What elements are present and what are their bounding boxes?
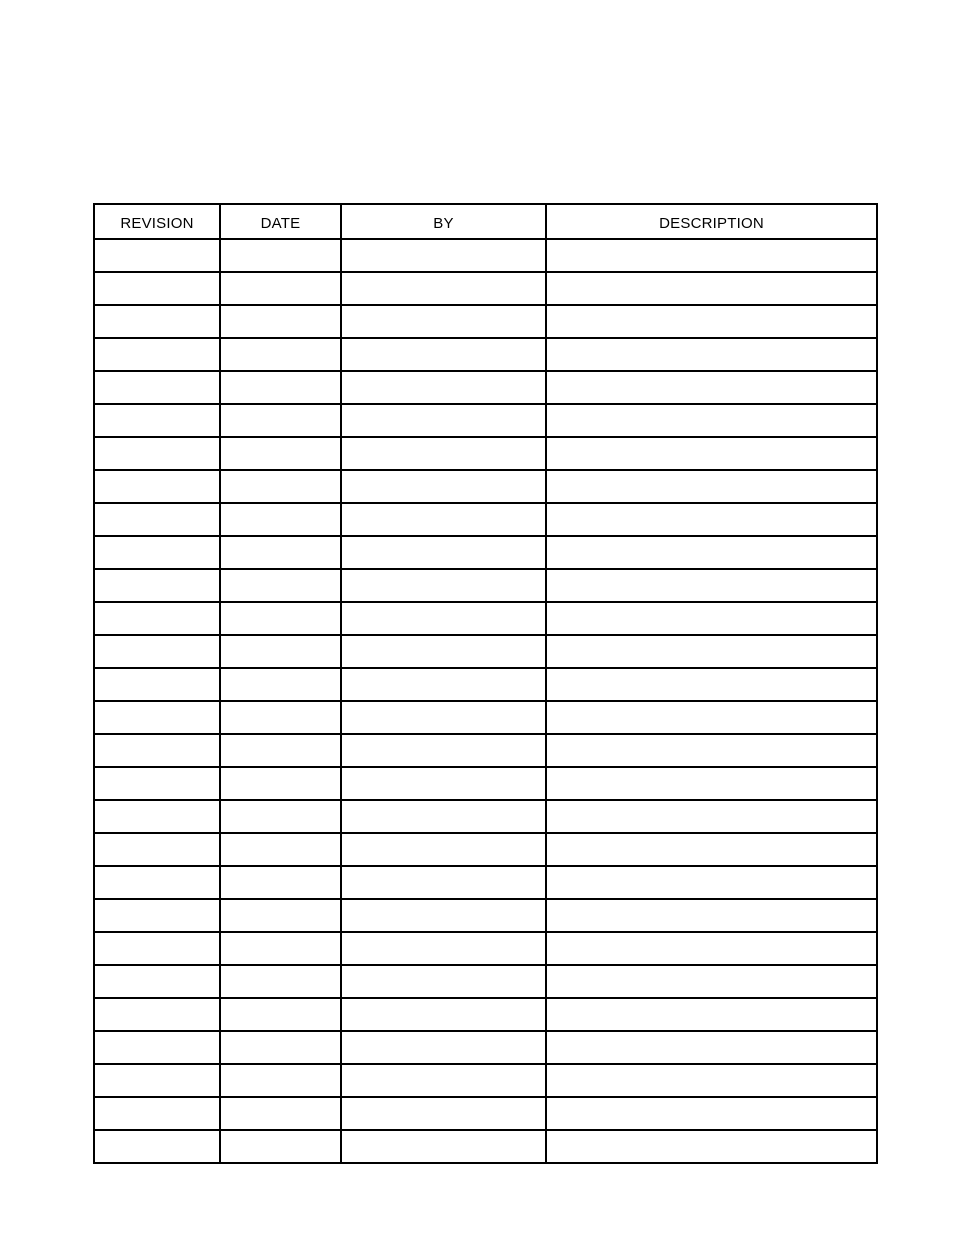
cell-description (546, 866, 877, 899)
cell-revision (94, 965, 220, 998)
column-header-date: DATE (220, 204, 341, 239)
cell-by (341, 866, 546, 899)
column-header-by: BY (341, 204, 546, 239)
cell-revision (94, 239, 220, 272)
cell-date (220, 371, 341, 404)
cell-description (546, 734, 877, 767)
cell-description (546, 305, 877, 338)
cell-by (341, 899, 546, 932)
cell-date (220, 767, 341, 800)
cell-by (341, 272, 546, 305)
cell-by (341, 239, 546, 272)
cell-by (341, 437, 546, 470)
table-row (94, 734, 877, 767)
cell-revision (94, 1097, 220, 1130)
cell-revision (94, 1064, 220, 1097)
cell-date (220, 1130, 341, 1163)
table-row (94, 1130, 877, 1163)
cell-revision (94, 635, 220, 668)
cell-revision (94, 998, 220, 1031)
table-row (94, 833, 877, 866)
cell-description (546, 470, 877, 503)
cell-date (220, 1097, 341, 1130)
cell-by (341, 1064, 546, 1097)
cell-by (341, 470, 546, 503)
cell-revision (94, 701, 220, 734)
cell-description (546, 602, 877, 635)
cell-revision (94, 536, 220, 569)
cell-by (341, 305, 546, 338)
cell-by (341, 635, 546, 668)
cell-description (546, 800, 877, 833)
cell-revision (94, 1130, 220, 1163)
table-row (94, 998, 877, 1031)
revision-table (93, 203, 878, 1164)
cell-date (220, 503, 341, 536)
table-row (94, 668, 877, 701)
cell-date (220, 470, 341, 503)
cell-date (220, 800, 341, 833)
cell-description (546, 932, 877, 965)
cell-by (341, 338, 546, 371)
cell-description (546, 899, 877, 932)
cell-description (546, 1064, 877, 1097)
cell-date (220, 272, 341, 305)
cell-by (341, 668, 546, 701)
table-row (94, 305, 877, 338)
cell-date (220, 833, 341, 866)
table-row (94, 371, 877, 404)
cell-by (341, 800, 546, 833)
cell-date (220, 635, 341, 668)
cell-by (341, 569, 546, 602)
cell-revision (94, 338, 220, 371)
cell-revision (94, 767, 220, 800)
table-row (94, 701, 877, 734)
table-body (94, 239, 877, 1163)
cell-revision (94, 305, 220, 338)
cell-description (546, 668, 877, 701)
cell-description (546, 701, 877, 734)
cell-revision (94, 866, 220, 899)
cell-description (546, 833, 877, 866)
cell-date (220, 899, 341, 932)
cell-description (546, 767, 877, 800)
cell-date (220, 932, 341, 965)
cell-by (341, 998, 546, 1031)
table-row (94, 866, 877, 899)
cell-date (220, 965, 341, 998)
table-row (94, 899, 877, 932)
table-row (94, 470, 877, 503)
cell-description (546, 998, 877, 1031)
cell-date (220, 1064, 341, 1097)
cell-by (341, 1031, 546, 1064)
cell-revision (94, 272, 220, 305)
column-header-revision: REVISION (94, 204, 220, 239)
cell-date (220, 338, 341, 371)
cell-revision (94, 734, 220, 767)
cell-description (546, 437, 877, 470)
cell-description (546, 536, 877, 569)
cell-description (546, 1130, 877, 1163)
cell-date (220, 569, 341, 602)
table-row (94, 437, 877, 470)
table-header (94, 204, 877, 239)
cell-description (546, 965, 877, 998)
cell-description (546, 272, 877, 305)
cell-date (220, 734, 341, 767)
cell-description (546, 1031, 877, 1064)
cell-revision (94, 800, 220, 833)
column-header-description: DESCRIPTION (546, 204, 877, 239)
cell-revision (94, 899, 220, 932)
cell-revision (94, 503, 220, 536)
cell-revision (94, 569, 220, 602)
table-row (94, 239, 877, 272)
cell-description (546, 371, 877, 404)
cell-description (546, 239, 877, 272)
cell-date (220, 866, 341, 899)
cell-by (341, 1097, 546, 1130)
cell-by (341, 371, 546, 404)
cell-date (220, 305, 341, 338)
cell-by (341, 734, 546, 767)
cell-revision (94, 1031, 220, 1064)
table-row (94, 338, 877, 371)
table-row (94, 800, 877, 833)
table-row (94, 536, 877, 569)
cell-date (220, 536, 341, 569)
cell-by (341, 503, 546, 536)
cell-date (220, 239, 341, 272)
table-row (94, 1064, 877, 1097)
table-row (94, 965, 877, 998)
table-row (94, 272, 877, 305)
cell-by (341, 536, 546, 569)
cell-revision (94, 932, 220, 965)
header-row (94, 204, 877, 239)
cell-description (546, 1097, 877, 1130)
table-row (94, 767, 877, 800)
table-row (94, 1031, 877, 1064)
cell-date (220, 404, 341, 437)
table-row (94, 1097, 877, 1130)
cell-date (220, 668, 341, 701)
cell-by (341, 965, 546, 998)
cell-description (546, 503, 877, 536)
cell-by (341, 833, 546, 866)
cell-by (341, 602, 546, 635)
cell-by (341, 404, 546, 437)
table-row (94, 602, 877, 635)
cell-revision (94, 833, 220, 866)
cell-revision (94, 668, 220, 701)
cell-description (546, 404, 877, 437)
cell-by (341, 701, 546, 734)
cell-date (220, 1031, 341, 1064)
cell-by (341, 1130, 546, 1163)
cell-date (220, 602, 341, 635)
cell-by (341, 767, 546, 800)
table-row (94, 635, 877, 668)
table-row (94, 932, 877, 965)
cell-date (220, 437, 341, 470)
cell-description (546, 635, 877, 668)
cell-date (220, 998, 341, 1031)
cell-revision (94, 437, 220, 470)
cell-by (341, 932, 546, 965)
cell-revision (94, 602, 220, 635)
cell-revision (94, 371, 220, 404)
table-row (94, 569, 877, 602)
table-row (94, 503, 877, 536)
cell-description (546, 569, 877, 602)
cell-description (546, 338, 877, 371)
cell-date (220, 701, 341, 734)
cell-revision (94, 470, 220, 503)
table-row (94, 404, 877, 437)
cell-revision (94, 404, 220, 437)
